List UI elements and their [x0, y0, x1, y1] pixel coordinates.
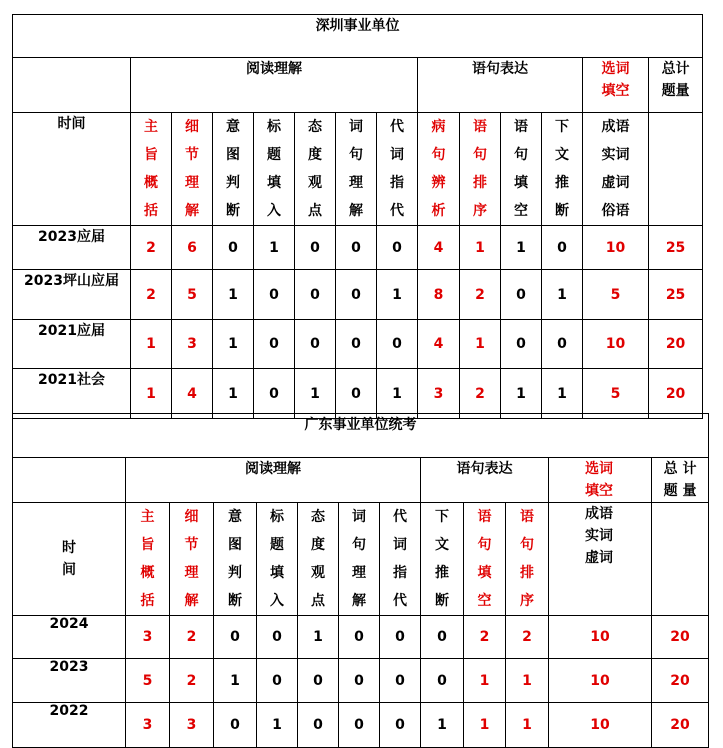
value-cell: 0 — [295, 270, 336, 320]
value-cell: 6 — [172, 226, 213, 270]
value-cell: 1 — [377, 270, 418, 320]
value-cell: 0 — [377, 320, 418, 369]
value-cell: 1 — [501, 226, 542, 270]
value-cell: 3 — [126, 616, 170, 659]
column-header: 语 句 排 序 — [506, 503, 549, 616]
value-cell: 3 — [126, 703, 170, 748]
value-cell: 0 — [542, 320, 583, 369]
value-cell: 1 — [464, 659, 506, 703]
value-cell: 0 — [214, 616, 257, 659]
value-cell: 5 — [583, 369, 649, 419]
value-cell: 0 — [336, 369, 377, 419]
value-cell: 1 — [501, 369, 542, 419]
value-cell: 1 — [214, 659, 257, 703]
value-cell: 1 — [542, 369, 583, 419]
value-cell: 0 — [298, 703, 339, 748]
value-cell: 2 — [170, 659, 214, 703]
value-cell: 0 — [257, 659, 298, 703]
value-cell: 1 — [460, 320, 501, 369]
empty-cell — [652, 503, 709, 616]
column-header: 词 句 理 解 — [336, 113, 377, 226]
value-cell: 0 — [298, 659, 339, 703]
column-header: 细 节 理 解 — [170, 503, 214, 616]
guangdong-title: 广东事业单位统考 — [13, 414, 709, 458]
row-label: 2022 — [13, 703, 126, 748]
value-cell: 1 — [377, 369, 418, 419]
time-header: 时间 — [13, 113, 131, 226]
value-cell: 1 — [542, 270, 583, 320]
value-cell: 10 — [583, 320, 649, 369]
group-reading: 阅读理解 — [131, 58, 418, 113]
value-cell: 3 — [172, 320, 213, 369]
row-label: 2021应届 — [13, 320, 131, 369]
column-header: 代 词 指 代 — [377, 113, 418, 226]
column-header: 主 旨 概 括 — [131, 113, 172, 226]
row-label: 2021社会 — [13, 369, 131, 419]
value-cell: 20 — [649, 369, 703, 419]
guangdong-table — [12, 413, 709, 748]
value-cell: 5 — [172, 270, 213, 320]
column-header: 态 度 观 点 — [298, 503, 339, 616]
value-cell: 20 — [652, 616, 709, 659]
column-header: 病 句 辨 析 — [418, 113, 460, 226]
group-expression: 语句表达 — [418, 58, 583, 113]
value-cell: 1 — [506, 659, 549, 703]
value-cell: 0 — [380, 703, 421, 748]
column-header: 标 题 填 入 — [254, 113, 295, 226]
time-header: 时 间 — [13, 503, 126, 616]
value-cell: 2 — [460, 270, 501, 320]
column-header: 成语 实词 虚词 俗语 — [583, 113, 649, 226]
column-header: 主 旨 概 括 — [126, 503, 170, 616]
value-cell: 2 — [131, 270, 172, 320]
column-header: 成语 实词 虚词 — [549, 503, 652, 616]
column-header: 下 文 推 断 — [542, 113, 583, 226]
value-cell: 1 — [213, 270, 254, 320]
value-cell: 1 — [254, 226, 295, 270]
value-cell: 10 — [583, 226, 649, 270]
table-row — [13, 659, 709, 703]
value-cell: 1 — [257, 703, 298, 748]
row-label: 2023坪山应届 — [13, 270, 131, 320]
table-row — [13, 270, 703, 320]
value-cell: 1 — [131, 369, 172, 419]
value-cell: 25 — [649, 270, 703, 320]
value-cell: 5 — [583, 270, 649, 320]
value-cell: 4 — [418, 226, 460, 270]
value-cell: 0 — [421, 616, 464, 659]
empty-cell — [649, 113, 703, 226]
column-header: 标 题 填 入 — [257, 503, 298, 616]
value-cell: 1 — [295, 369, 336, 419]
column-header: 语 句 排 序 — [460, 113, 501, 226]
group-total: 总 计 题 量 — [652, 458, 709, 503]
group-expression: 语句表达 — [421, 458, 549, 503]
value-cell: 0 — [295, 226, 336, 270]
value-cell: 1 — [213, 369, 254, 419]
value-cell: 0 — [339, 659, 380, 703]
value-cell: 0 — [257, 616, 298, 659]
row-label: 2023应届 — [13, 226, 131, 270]
value-cell: 3 — [418, 369, 460, 419]
value-cell: 1 — [460, 226, 501, 270]
value-cell: 0 — [214, 703, 257, 748]
group-reading: 阅读理解 — [126, 458, 421, 503]
value-cell: 1 — [213, 320, 254, 369]
value-cell: 0 — [421, 659, 464, 703]
table-row — [13, 703, 709, 748]
value-cell: 4 — [172, 369, 213, 419]
value-cell: 20 — [652, 659, 709, 703]
value-cell: 0 — [339, 703, 380, 748]
column-header: 意 图 判 断 — [214, 503, 257, 616]
value-cell: 1 — [506, 703, 549, 748]
value-cell: 2 — [460, 369, 501, 419]
value-cell: 0 — [377, 226, 418, 270]
value-cell: 0 — [213, 226, 254, 270]
value-cell: 0 — [501, 320, 542, 369]
column-header: 代 词 指 代 — [380, 503, 421, 616]
table-row — [13, 226, 703, 270]
value-cell: 4 — [418, 320, 460, 369]
value-cell: 10 — [549, 703, 652, 748]
value-cell: 0 — [380, 616, 421, 659]
column-header: 语 句 填 空 — [464, 503, 506, 616]
value-cell: 1 — [131, 320, 172, 369]
value-cell: 0 — [336, 270, 377, 320]
column-header: 下 文 推 断 — [421, 503, 464, 616]
row-label: 2024 — [13, 616, 126, 659]
value-cell: 0 — [254, 320, 295, 369]
value-cell: 0 — [295, 320, 336, 369]
value-cell: 2 — [464, 616, 506, 659]
group-fill: 选词 填空 — [583, 58, 649, 113]
value-cell: 2 — [170, 616, 214, 659]
value-cell: 0 — [542, 226, 583, 270]
value-cell: 1 — [421, 703, 464, 748]
value-cell: 2 — [131, 226, 172, 270]
value-cell: 0 — [336, 226, 377, 270]
value-cell: 20 — [649, 320, 703, 369]
value-cell: 1 — [464, 703, 506, 748]
empty-corner — [13, 458, 126, 503]
value-cell: 0 — [501, 270, 542, 320]
value-cell: 0 — [254, 270, 295, 320]
column-header: 语 句 填 空 — [501, 113, 542, 226]
value-cell: 8 — [418, 270, 460, 320]
table-row — [13, 369, 703, 419]
value-cell: 25 — [649, 226, 703, 270]
column-header: 态 度 观 点 — [295, 113, 336, 226]
value-cell: 5 — [126, 659, 170, 703]
value-cell: 10 — [549, 616, 652, 659]
group-fill: 选词 填空 — [549, 458, 652, 503]
value-cell: 3 — [170, 703, 214, 748]
value-cell: 2 — [506, 616, 549, 659]
value-cell: 10 — [549, 659, 652, 703]
value-cell: 20 — [652, 703, 709, 748]
empty-corner — [13, 58, 131, 113]
table-row — [13, 616, 709, 659]
table-row — [13, 320, 703, 369]
shenzhen-table — [12, 14, 703, 419]
value-cell: 1 — [298, 616, 339, 659]
column-header: 细 节 理 解 — [172, 113, 213, 226]
value-cell: 0 — [336, 320, 377, 369]
value-cell: 0 — [254, 369, 295, 419]
value-cell: 0 — [339, 616, 380, 659]
row-label: 2023 — [13, 659, 126, 703]
value-cell: 0 — [380, 659, 421, 703]
column-header: 意 图 判 断 — [213, 113, 254, 226]
shenzhen-title: 深圳事业单位 — [13, 15, 703, 58]
column-header: 词 句 理 解 — [339, 503, 380, 616]
group-total: 总计 题量 — [649, 58, 703, 113]
